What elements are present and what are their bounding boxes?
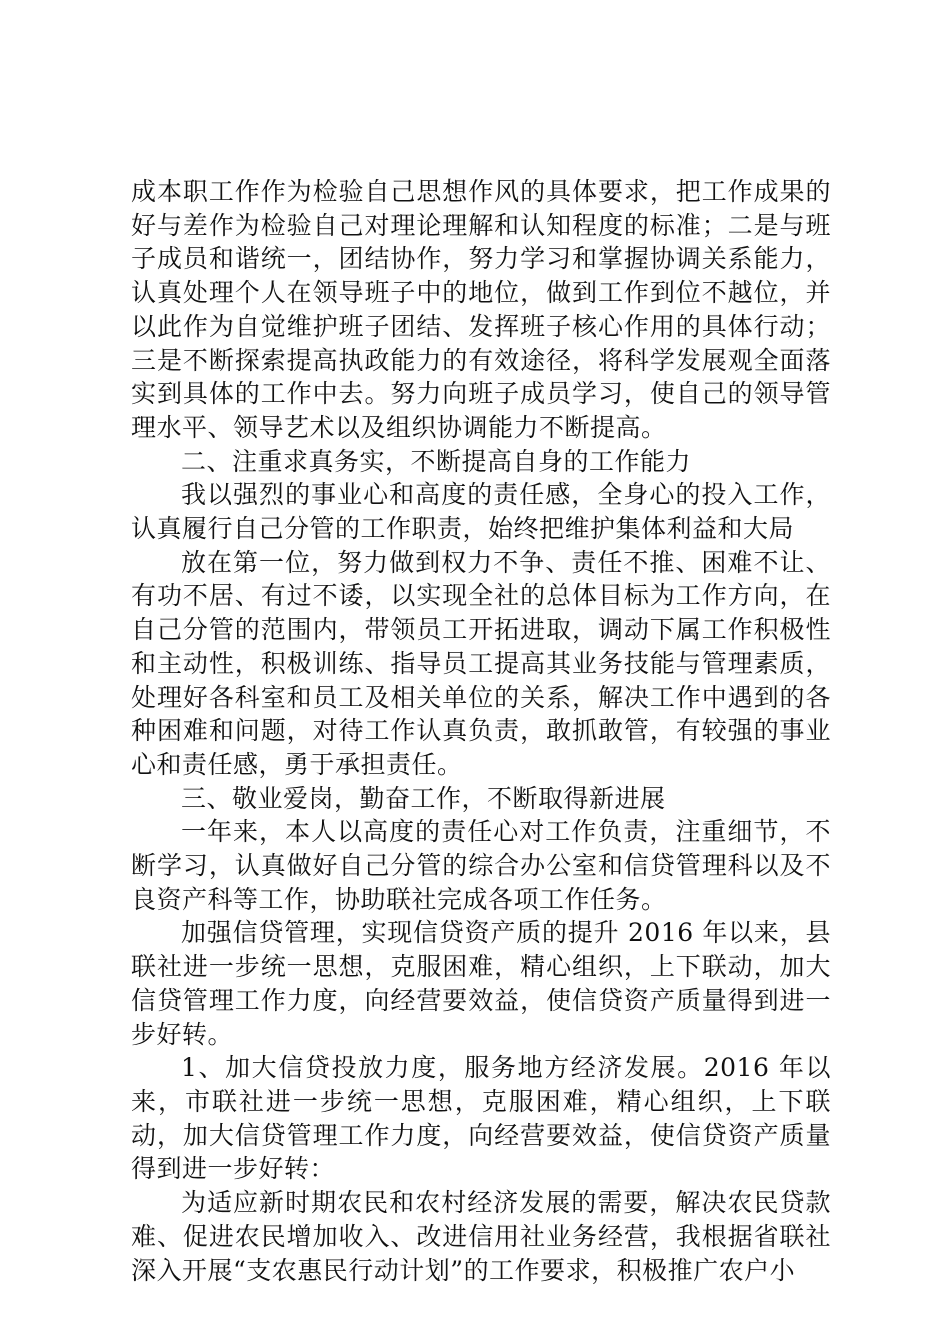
body-paragraph: 1、加大信贷投放力度，服务地方经济发展。2016 年以来，市联社进一步统一思想，克服困难，精心组织，上下联动，加大信贷管理工作力度，向经营要效益，使信贷资产质量得到进一步好转： [131,1053,831,1184]
body-paragraph: 加强信贷管理，实现信贷资产质的提升 2016 年以来，县联社进一步统一思想，克服困难，精心组织，上下联动，加大信贷管理工作力度，向经营要效益，使信贷资产质量得到进一步好转。 [131,918,831,1049]
body-paragraph: 成本职工作作为检验自己思想作风的具体要求，把工作成果的好与差作为检验自己对理论理解和认知程度的标准；二是与班子成员和谐统一，团结协作，努力学习和掌握协调关系能力，认真处理个人在领导班子中的地位，做到工作到位不越位，并以此作为自觉维护班子团结、发挥班子核心作用的具体行动；三是不断探索提高执政能力的有效途径，将科学发展观全面落实到具体的工作中去。努力向班子成员学习，使自己的领导管理水平、领导艺术以及组织协调能力不断提高。 [131,177,831,442]
body-paragraph: 我以强烈的事业心和高度的责任感，全身心的投入工作，认真履行自己分管的工作职责，始终把维护集体利益和大局 [131,480,831,544]
body-paragraph: 为适应新时期农民和农村经济发展的需要，解决农民贷款难、促进农民增加收入、改进信用社业务经营，我根据省联社深入开展“支农惠民行动计划”的工作要求，积极推广农户小 [131,1188,831,1285]
body-paragraph: 放在第一位，努力做到权力不争、责任不推、困难不让、有功不居、有过不诿，以实现全社的总体目标为工作方向，在自己分管的范围内，带领员工开拓进取，调动下属工作积极性和主动性，积极训练、指导员工提高其业务技能与管理素质，处理好各科室和员工及相关单位的关系，解决工作中遇到的各种困难和问题，对待工作认真负责，敢抓敢管，有较强的事业心和责任感，勇于承担责任。 [131,547,831,779]
section-heading: 二、注重求真务实，不断提高自身的工作能力 [181,446,692,476]
section-heading: 三、敬业爱岗，勤奋工作，不断取得新进展 [181,783,666,813]
body-paragraph: 一年来，本人以高度的责任心对工作负责，注重细节，不断学习，认真做好自己分管的综合办公室和信贷管理科以及不良资产科等工作，协助联社完成各项工作任务。 [131,817,831,914]
document-body [131,175,831,1287]
